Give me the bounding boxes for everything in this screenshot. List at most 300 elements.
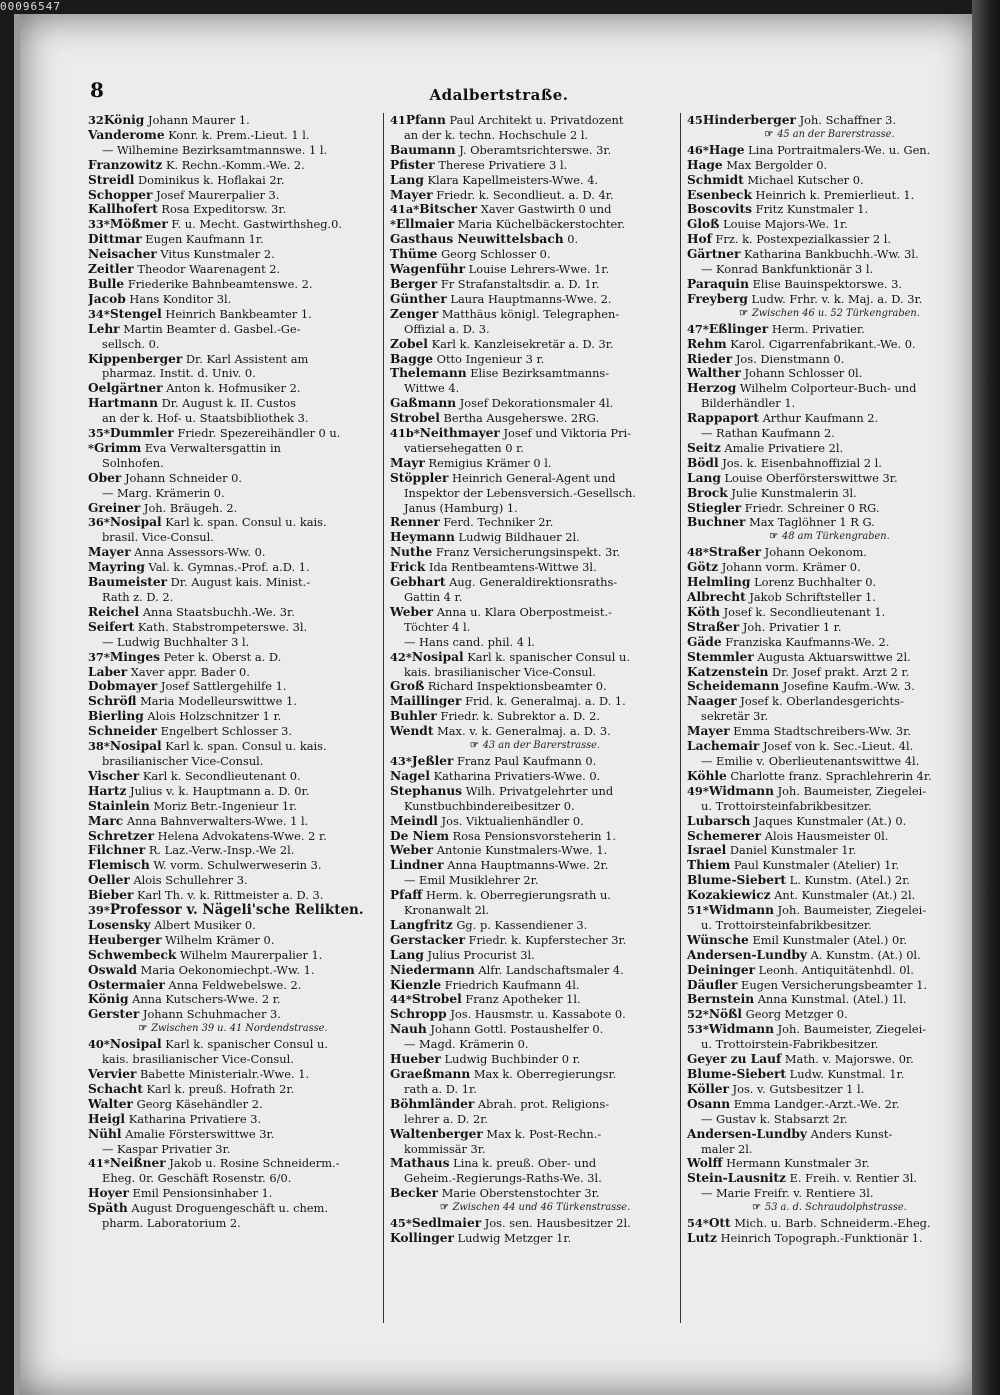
resident-surname: Schretzer xyxy=(88,828,154,843)
directory-entry xyxy=(88,829,378,844)
resident-details: Wilh. Privatgelehrter und xyxy=(465,783,614,798)
entry-continuation xyxy=(390,128,680,143)
column-1 xyxy=(88,113,378,1323)
directory-entry xyxy=(390,814,680,829)
resident-surname: Minges xyxy=(109,649,160,664)
resident-details: Otto Ingenieur 3 r. xyxy=(436,351,545,366)
directory-entry xyxy=(88,1007,378,1022)
directory-entry xyxy=(390,694,680,709)
resident-details: u. Trottoirsteinfabrikbesitzer. xyxy=(701,917,872,932)
directory-entry xyxy=(687,1082,972,1097)
directory-entry xyxy=(687,814,972,829)
directory-entry xyxy=(687,1171,972,1186)
directory-entry xyxy=(687,158,972,173)
resident-details: Gattin 4 r. xyxy=(404,590,463,604)
resident-details: Julius Procurist 3l. xyxy=(427,947,535,962)
resident-details: Joh. Baumeister, Ziegelei- xyxy=(777,903,927,918)
resident-details: E. Freih. v. Rentier 3l. xyxy=(789,1171,917,1186)
resident-details: Josefine Kaufm.-Ww. 3. xyxy=(782,679,915,694)
directory-entry xyxy=(687,575,972,590)
directory-entry xyxy=(390,888,680,903)
directory-entry xyxy=(390,754,680,769)
resident-surname: Heymann xyxy=(390,530,455,545)
resident-details: Laura Hauptmanns-Wwe. 2. xyxy=(450,291,612,306)
resident-details: Johann Gottl. Postaushelfer 0. xyxy=(430,1022,604,1037)
resident-surname: Neißner xyxy=(109,1156,166,1171)
resident-surname: Schropp xyxy=(390,1007,447,1022)
resident-details: Kath. Stabstrompeterswe. 3l. xyxy=(137,619,308,634)
resident-surname: Wagenführ xyxy=(390,262,466,277)
resident-details: Louise Oberförsterswittwe 3r. xyxy=(724,470,898,485)
resident-details: Fr Strafanstaltsdir. a. D. 1r. xyxy=(440,276,600,291)
directory-entry xyxy=(88,188,378,203)
resident-surname: Blume-Siebert xyxy=(687,873,787,888)
resident-surname: Bitscher xyxy=(419,202,478,217)
directory-entry xyxy=(687,679,972,694)
directory-entry xyxy=(687,1156,972,1171)
resident-surname: Heigl xyxy=(88,1111,126,1126)
resident-surname: Kallhofert xyxy=(88,202,158,217)
resident-details: Franz Apotheker 1l. xyxy=(465,992,581,1007)
directory-entry xyxy=(390,605,680,620)
directory-entry xyxy=(390,709,680,724)
directory-entry xyxy=(687,888,972,903)
resident-surname: Nosipal xyxy=(411,649,464,664)
resident-surname: Lubarsch xyxy=(687,813,751,828)
directory-entry xyxy=(88,784,378,799)
resident-details: Jos. Dienstmann 0. xyxy=(735,351,845,366)
resident-details: — Rathan Kaufmann 2. xyxy=(701,426,835,441)
resident-surname: Bagge xyxy=(390,351,433,366)
resident-surname: Geyer zu Lauf xyxy=(687,1052,782,1067)
directory-entry xyxy=(88,709,378,724)
directory-entry xyxy=(390,948,680,963)
resident-surname: Stöppler xyxy=(390,470,449,485)
resident-surname: Hueber xyxy=(390,1052,441,1067)
resident-surname: Wendt xyxy=(390,724,434,739)
resident-details: Bertha Ausgeherswe. 2RG. xyxy=(443,411,600,426)
entry-continuation xyxy=(390,665,680,680)
resident-details: Vitus Kunstmaler 2. xyxy=(160,247,275,262)
directory-entry xyxy=(390,426,680,441)
resident-surname: Pfister xyxy=(390,157,435,172)
directory-entry xyxy=(88,560,378,575)
resident-details: Paul Kunstmaler (Atelier) 1r. xyxy=(733,858,900,873)
house-number: 51* xyxy=(687,903,709,918)
directory-entry xyxy=(88,1186,378,1201)
resident-details: vatiersehegatten 0 r. xyxy=(404,440,524,455)
resident-surname: Dittmar xyxy=(88,232,142,247)
house-number: 35* xyxy=(88,426,110,441)
directory-entry xyxy=(687,769,972,784)
resident-details: Josef von k. Sec.-Lieut. 4l. xyxy=(762,739,914,754)
directory-entry xyxy=(390,158,680,173)
resident-details: — Konrad Bankfunktionär 3 l. xyxy=(701,262,874,277)
archive-stamp: 00096547 xyxy=(0,0,61,13)
resident-surname: Götz xyxy=(687,560,719,575)
directory-entry xyxy=(88,247,378,262)
directory-entry xyxy=(687,232,972,247)
resident-details: u. Trottoirsteinfabrikbesitzer. xyxy=(701,798,872,813)
resident-surname: Gloß xyxy=(687,217,720,232)
resident-details: Friedr. k. Kupferstecher 3r. xyxy=(468,932,627,947)
directory-entry xyxy=(687,381,972,396)
directory-entry xyxy=(390,724,680,739)
resident-details: Louise Majors-We. 1r. xyxy=(723,217,848,232)
directory-entry xyxy=(390,1127,680,1142)
resident-details: Karl k. span. Consul u. kais. xyxy=(165,739,327,754)
directory-entry xyxy=(88,963,378,978)
directory-entry xyxy=(687,352,972,367)
pointing-hand-icon: ☞ xyxy=(739,307,748,319)
resident-details: Lina k. preuß. Ober- und xyxy=(453,1156,597,1171)
directory-entry xyxy=(687,1022,972,1037)
entry-continuation xyxy=(390,441,680,456)
resident-surname: Mathaus xyxy=(390,1156,450,1171)
resident-details: J. Oberamtsrichterswe. 3r. xyxy=(459,142,612,157)
resident-details: Eugen Versicherungsbeamter 1. xyxy=(741,977,928,992)
resident-details: — Gustav k. Stabsarzt 2r. xyxy=(701,1111,848,1126)
resident-details: Dr. August k. II. Custos xyxy=(161,396,296,411)
resident-surname: Hinderberger xyxy=(702,113,796,127)
resident-surname: Strobel xyxy=(390,411,440,426)
entry-continuation xyxy=(88,486,378,501)
entry-continuation xyxy=(390,501,680,516)
directory-entry xyxy=(88,501,378,516)
resident-surname: Bieber xyxy=(88,888,134,903)
directory-entry xyxy=(390,456,680,471)
house-number: 40* xyxy=(88,1037,110,1052)
pointing-hand-icon: ☞ xyxy=(764,128,774,140)
resident-surname: Bernstein xyxy=(687,992,755,1007)
entry-continuation xyxy=(390,1112,680,1127)
house-number: 46* xyxy=(687,142,709,157)
resident-details: Fritz Kunstmaler 1. xyxy=(755,202,869,217)
directory-entry xyxy=(390,1186,680,1201)
resident-surname: Kozakiewicz xyxy=(687,888,771,903)
directory-entry xyxy=(687,366,972,381)
resident-surname: Baumann xyxy=(390,142,456,157)
resident-details: Töchter 4 l. xyxy=(404,619,471,634)
resident-details: an der k. Hof- u. Staatsbibliothek 3. xyxy=(102,411,309,426)
house-number: 37* xyxy=(88,649,110,664)
house-number: 36* xyxy=(88,515,110,530)
entry-continuation xyxy=(88,1142,378,1157)
column-2 xyxy=(383,113,680,1323)
resident-details: August Droguengeschäft u. chem. xyxy=(131,1201,328,1216)
resident-details: Friedr. k. Subrektor a. D. 2. xyxy=(440,709,600,724)
directory-entry xyxy=(687,456,972,471)
resident-surname: Herzog xyxy=(687,381,737,396)
resident-surname: Gasthaus Neuwittelsbach xyxy=(390,232,564,247)
directory-entry xyxy=(88,948,378,963)
resident-surname: Nuthe xyxy=(390,545,433,560)
resident-details: Josef Maurerpalier 3. xyxy=(156,187,280,202)
resident-details: — Wilhemine Bezirksamtmannswe. 1 l. xyxy=(102,142,328,157)
directory-entry xyxy=(687,560,972,575)
resident-surname: Helmling xyxy=(687,575,751,590)
directory-entry xyxy=(390,366,680,381)
resident-details: F. u. Mecht. Gastwirthsheg.0. xyxy=(171,217,343,232)
resident-details: Frid. k. Generalmaj. a. D. 1. xyxy=(465,694,626,709)
resident-details: Anna Staatsbuchh.-We. 3r. xyxy=(142,604,295,619)
resident-surname: Boscovits xyxy=(687,202,753,217)
resident-surname: Mayring xyxy=(88,560,145,575)
directory-entry xyxy=(687,515,972,530)
resident-details: Michael Kutscher 0. xyxy=(747,172,864,187)
resident-surname: Gaßmann xyxy=(390,396,457,411)
resident-details: Eheg. 0r. Geschäft Rosenstr. 6/0. xyxy=(102,1171,292,1186)
resident-details: 43 an der Barerstrasse. xyxy=(482,740,601,752)
resident-surname: Walter xyxy=(88,1096,133,1111)
resident-details: Albert Musiker 0. xyxy=(154,917,256,932)
resident-details: Johann Oekonom. xyxy=(764,545,867,560)
resident-details: Moriz Betr.-Ingenieur 1r. xyxy=(153,798,297,813)
directory-entry xyxy=(687,1052,972,1067)
resident-details: Geheim.-Regierungs-Raths-We. 3l. xyxy=(404,1171,602,1186)
resident-surname: Kippenberger xyxy=(88,351,183,366)
directory-entry xyxy=(390,843,680,858)
resident-surname: Becker xyxy=(390,1186,439,1201)
directory-entry xyxy=(687,992,972,1007)
resident-surname: Gerster xyxy=(88,1007,140,1022)
resident-surname: Ostermaier xyxy=(88,977,165,992)
directory-entry xyxy=(687,1097,972,1112)
resident-details: Heinrich Bankbeamter 1. xyxy=(165,306,312,321)
resident-surname: Lachemair xyxy=(687,739,760,754)
resident-details: Lina Portraitmalers-We. u. Gen. xyxy=(748,142,931,157)
resident-surname: Stephanus xyxy=(390,783,463,798)
resident-details: Friedr. Schreiner 0 RG. xyxy=(744,500,880,515)
directory-entry xyxy=(687,1007,972,1022)
resident-surname: Deininger xyxy=(687,962,756,977)
resident-details: Anna Kutschers-Wwe. 2 r. xyxy=(132,992,281,1007)
entry-continuation xyxy=(390,635,680,650)
resident-details: Xaver Gastwirth 0 und xyxy=(480,202,612,217)
resident-surname: Thüme xyxy=(390,247,438,262)
entry-continuation xyxy=(687,1142,972,1157)
resident-details: Friedr. Spezereihändler 0 u. xyxy=(177,426,341,441)
directory-entry xyxy=(687,486,972,501)
resident-details: Paul Architekt u. Privatdozent xyxy=(449,113,624,127)
street-crossing-note xyxy=(687,307,972,322)
directory-entry xyxy=(687,277,972,292)
resident-surname: Stiegler xyxy=(687,500,742,515)
directory-entry xyxy=(687,247,972,262)
resident-surname: Langfritz xyxy=(390,917,453,932)
entry-continuation xyxy=(88,366,378,381)
resident-surname: Seitz xyxy=(687,440,721,455)
resident-surname: Groß xyxy=(390,679,425,694)
directory-entry xyxy=(687,650,972,665)
resident-details: Matthäus königl. Telegraphen- xyxy=(441,306,620,321)
resident-details: Herm. k. Oberregierungsrath u. xyxy=(425,888,611,903)
resident-details: L. Kunstm. (Atel.) 2r. xyxy=(789,873,911,888)
resident-details: 0. xyxy=(567,232,579,247)
directory-entry xyxy=(390,202,680,217)
house-number: 39* xyxy=(88,903,110,918)
directory-entry xyxy=(88,1082,378,1097)
entry-continuation xyxy=(88,411,378,426)
resident-details: Solnhofen. xyxy=(102,455,164,470)
resident-surname: Gebhart xyxy=(390,575,446,590)
resident-details: Leonh. Antiquitätenhdl. 0l. xyxy=(758,962,914,977)
resident-surname: Bödl xyxy=(687,455,719,470)
directory-entry xyxy=(88,694,378,709)
directory-entry xyxy=(390,143,680,158)
resident-surname: Kienzle xyxy=(390,977,442,992)
resident-details: brasilianischer Vice-Consul. xyxy=(102,753,264,768)
directory-entry xyxy=(88,471,378,486)
directory-entry xyxy=(88,515,378,530)
resident-surname: Meindl xyxy=(390,813,438,828)
resident-surname: Renner xyxy=(390,515,440,530)
directory-entry xyxy=(687,113,972,128)
directory-entry xyxy=(687,173,972,188)
resident-details: Jakob Schriftsteller 1. xyxy=(749,590,876,604)
house-number: 41a* xyxy=(390,202,420,217)
resident-details: Jakob u. Rosine Schneiderm.- xyxy=(169,1156,340,1171)
resident-details: Ferd. Techniker 2r. xyxy=(443,515,554,530)
resident-surname: Baumeister xyxy=(88,575,168,590)
resident-details: sellsch. 0. xyxy=(102,336,160,351)
resident-surname: Oswald xyxy=(88,962,138,977)
resident-surname: Dobmayer xyxy=(88,679,158,694)
entry-continuation xyxy=(390,1082,680,1097)
resident-surname: Vanderome xyxy=(88,127,165,142)
resident-details: Franz Versicherungsinspekt. 3r. xyxy=(435,545,621,560)
directory-entry xyxy=(687,143,972,158)
resident-details: Daniel Kunstmaler 1r. xyxy=(729,843,857,858)
resident-surname: Rieder xyxy=(687,351,733,366)
directory-entry xyxy=(88,575,378,590)
resident-details: Jos. Viktualienhändler 0. xyxy=(441,813,584,828)
directory-entry xyxy=(390,515,680,530)
resident-surname: Eßlinger xyxy=(708,321,769,336)
street-crossing-note xyxy=(390,739,680,754)
directory-entry xyxy=(88,1127,378,1142)
resident-details: Maria Modelleurswittwe 1. xyxy=(140,694,297,709)
resident-surname: Buchner xyxy=(687,515,746,530)
directory-entry xyxy=(88,978,378,993)
resident-details: Joh. Bräugeh. 2. xyxy=(143,500,238,515)
resident-details: — Magd. Krämerin 0. xyxy=(404,1037,529,1052)
resident-surname: Gärtner xyxy=(687,247,741,262)
resident-details: W. vorm. Schulwerweserin 3. xyxy=(153,858,322,873)
house-number: 41b* xyxy=(390,426,420,441)
resident-details: Johann vorm. Krämer 0. xyxy=(721,560,861,575)
directory-entry xyxy=(687,843,972,858)
directory-entry xyxy=(687,963,972,978)
resident-surname: Nosipal xyxy=(109,1037,162,1052)
resident-surname: Lindner xyxy=(390,858,444,873)
resident-details: Kronanwalt 2l. xyxy=(404,903,490,918)
resident-surname: Günther xyxy=(390,291,447,306)
house-number: 47* xyxy=(687,321,709,336)
column-3 xyxy=(680,113,972,1323)
resident-surname: Andersen-Lundby xyxy=(687,1126,807,1141)
resident-details: Aug. Generaldirektionsraths- xyxy=(449,575,618,590)
resident-details: Klara Kapellmeisters-Wwe. 4. xyxy=(427,172,599,187)
resident-details: Jos. k. Eisenbahnoffizial 2 l. xyxy=(722,455,882,470)
directory-page xyxy=(14,14,978,1395)
resident-surname: Brock xyxy=(687,485,728,500)
directory-entry xyxy=(390,978,680,993)
entry-continuation xyxy=(687,709,972,724)
resident-details: Johann Maurer 1. xyxy=(147,113,250,127)
resident-details: Jos. sen. Hausbesitzer 2l. xyxy=(484,1216,631,1231)
directory-entry xyxy=(88,843,378,858)
resident-surname: Mayr xyxy=(390,455,425,470)
resident-surname: Freyberg xyxy=(687,291,748,306)
pointing-hand-icon: ☞ xyxy=(769,531,779,543)
entry-continuation xyxy=(687,918,972,933)
street-crossing-note xyxy=(687,530,972,545)
directory-entry xyxy=(88,173,378,188)
directory-entry xyxy=(88,888,378,903)
resident-details: Remigius Krämer 0 l. xyxy=(428,455,552,470)
resident-details: Josef k. Oberlandesgerichts- xyxy=(740,694,904,709)
resident-surname: Weber xyxy=(390,604,434,619)
resident-surname: Gerstacker xyxy=(390,932,466,947)
resident-details: — Emil Musiklehrer 2r. xyxy=(404,873,539,888)
resident-details: R. Laz.-Verw.-Insp.-We 2l. xyxy=(148,843,295,858)
entry-continuation xyxy=(88,530,378,545)
resident-details: Dominikus k. Hoflakai 2r. xyxy=(138,172,285,187)
resident-details: Katharina Privatiers-Wwe. 0. xyxy=(433,768,601,783)
directory-entry xyxy=(390,1216,680,1231)
directory-entry xyxy=(88,1156,378,1171)
resident-details: Friederike Bahnbeamtenswe. 2. xyxy=(127,276,313,291)
directory-entry xyxy=(687,501,972,516)
resident-details: Marie Oberstenstochter 3r. xyxy=(441,1186,600,1201)
resident-details: u. Trottoirstein-Fabrikbesitzer. xyxy=(701,1037,879,1052)
directory-entry xyxy=(88,620,378,635)
entry-continuation xyxy=(88,456,378,471)
resident-details: Zwischen 44 und 46 Türkenstrasse. xyxy=(452,1202,631,1214)
entry-continuation xyxy=(687,799,972,814)
resident-details: Emil Kunstmaler (Atel.) 0r. xyxy=(752,932,908,947)
resident-surname: Rappaport xyxy=(687,411,759,426)
directory-entry xyxy=(687,829,972,844)
resident-surname: Hoyer xyxy=(88,1186,129,1201)
resident-details: Babette Ministerialr.-Wwe. 1. xyxy=(140,1067,310,1081)
resident-surname: Thiem xyxy=(687,858,731,873)
resident-details: Alois Hausmeister 0l. xyxy=(764,828,889,843)
resident-surname: Ott xyxy=(708,1216,731,1231)
directory-entry xyxy=(88,858,378,873)
resident-details: Anna u. Klara Oberpostmeist.- xyxy=(436,604,612,619)
directory-entry xyxy=(687,933,972,948)
directory-entry xyxy=(687,694,972,709)
house-number: 48* xyxy=(687,545,709,560)
house-number: 38* xyxy=(88,739,110,754)
directory-entry xyxy=(390,560,680,575)
directory-entry xyxy=(390,292,680,307)
directory-entry xyxy=(88,992,378,1007)
resident-details: Wilhelm Colporteur-Buch- und xyxy=(739,381,917,396)
resident-details: Lorenz Buchhalter 0. xyxy=(754,575,877,590)
resident-surname: Mayer xyxy=(88,545,131,560)
resident-surname: Bulle xyxy=(88,276,125,291)
resident-details: Frz. k. Postexpezialkassier 2 l. xyxy=(715,232,891,247)
resident-details: Alois Schullehrer 3. xyxy=(133,873,248,888)
resident-details: Karl k. span. Consul u. kais. xyxy=(165,515,327,530)
resident-surname: Albrecht xyxy=(687,590,746,604)
resident-surname: Thelemann xyxy=(390,366,467,381)
resident-details: Karl k. preuß. Hofrath 2r. xyxy=(146,1081,295,1096)
resident-surname: Scheidemann xyxy=(687,679,780,694)
